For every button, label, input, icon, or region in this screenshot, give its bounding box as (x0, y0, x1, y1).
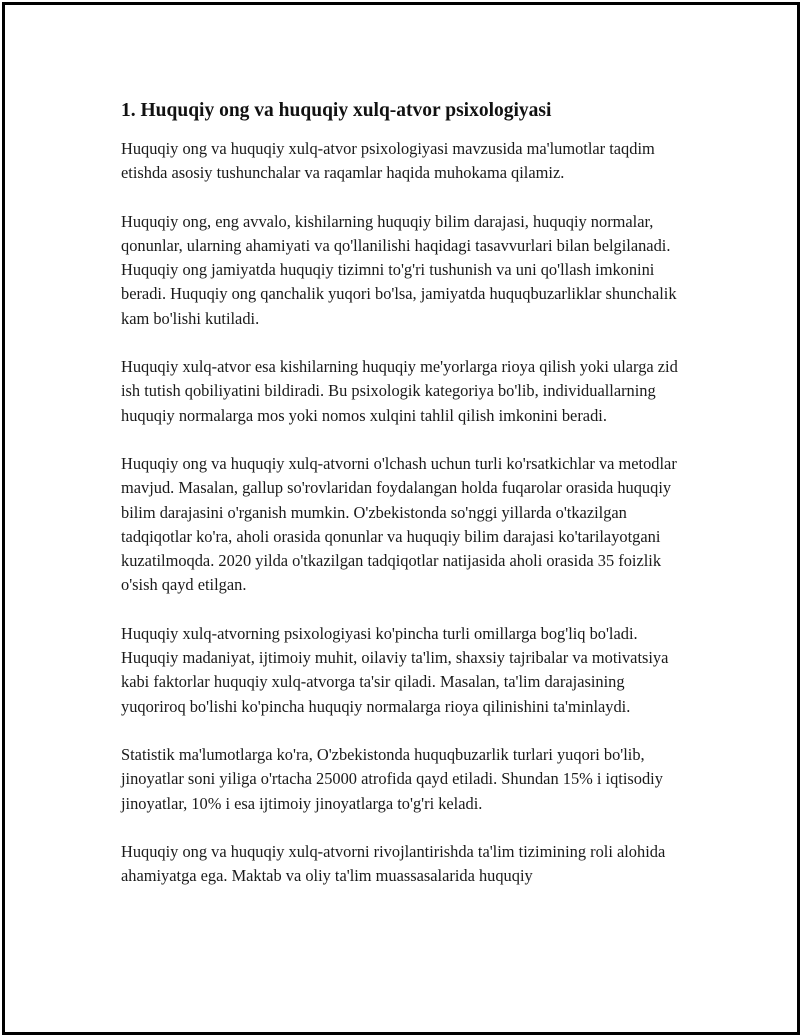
paragraph-factors: Huquqiy xulq-atvorning psixologiyasi ko'pincha turli omillarga bog'liq bo'ladi. Huquqiy madaniyat, ijtimoiy muhit, oilaviy ta'lim, shaxsiy tajribalar va motivatsiya kabi faktorlar huquqiy xulq-atvorga ta'sir qiladi. Masalan, ta'lim darajasining yuqoriroq bo'lishi ko'pincha huquqiy normalarga rioya qilinishini ta'minlaydi. (121, 623, 669, 716)
document-body (121, 97, 693, 912)
page-frame (2, 2, 800, 1035)
paragraph-measurement: Huquqiy ong va huquqiy xulq-atvorni o'lchash uchun turli ko'rsatkichlar va metodlar mavjud. Masalan, gallup so'rovlaridan foydalangan holda fuqarolar orasida huquqiy bilim darajasini o'rganish mumkin. O'zbekistonda so'nggi yillarda o'tkazilgan tadqiqotlar ko'ra, aholi orasida qonunlar va huquqiy bilim darajasi ko'tarilayotgani kuzatilmoqda. 2020 yilda o'tkazilgan tadqiqotlar natijasida aholi orasida 35 foizlik o'sish qayd etilgan. (121, 453, 677, 595)
paragraph-statistics: Statistik ma'lumotlarga ko'ra, O'zbekistonda huquqbuzarlik turlari yuqori bo'lib, jinoyatlar soni yiliga o'rtacha 25000 atrofida qayd etiladi. Shundan 15% i iqtisodiy jinoyatlar, 10% i esa ijtimoiy jinoyatlarga to'g'ri keladi. (121, 744, 663, 813)
paragraph-legal-behavior: Huquqiy xulq-atvor esa kishilarning huquqiy me'yorlarga rioya qilish yoki ularga zid ish tutish qobiliyatini bildiradi. Bu psixologik kategoriya bo'lib, individuallarning huquqiy normalarga mos yoki nomos xulqini tahlil qilish imkonini beradi. (121, 357, 678, 425)
paragraph-education: Huquqiy ong va huquqiy xulq-atvorni rivojlantirishda ta'lim tizimining roli alohida ahamiyatga ega. Maktab va oliy ta'lim muassasalarida huquqiy (121, 841, 666, 886)
section-title: 1. Huquqiy ong va huquqiy xulq-atvor psixologiyasi (121, 100, 552, 121)
paragraph-intro: Huquqiy ong va huquqiy xulq-atvor psixologiyasi mavzusida ma'lumotlar taqdim etishda asosiy tushunchalar va raqamlar haqida muhokama qilamiz. (121, 139, 655, 183)
paragraph-legal-consciousness: Huquqiy ong, eng avvalo, kishilarning huquqiy bilim darajasi, huquqiy normalar, qonunlar, ularning ahamiyati va qo'llanilishi haqidagi tasavvurlari bilan belgilanadi. Huquqiy ong jamiyatda huquqiy tizimni to'g'ri tushunish va uni qo'llash imkonini beradi. Huquqiy ong qanchalik yuqori bo'lsa, jamiyatda huquqbuzarliklar shunchalik kam bo'lishi kutiladi. (121, 211, 677, 328)
